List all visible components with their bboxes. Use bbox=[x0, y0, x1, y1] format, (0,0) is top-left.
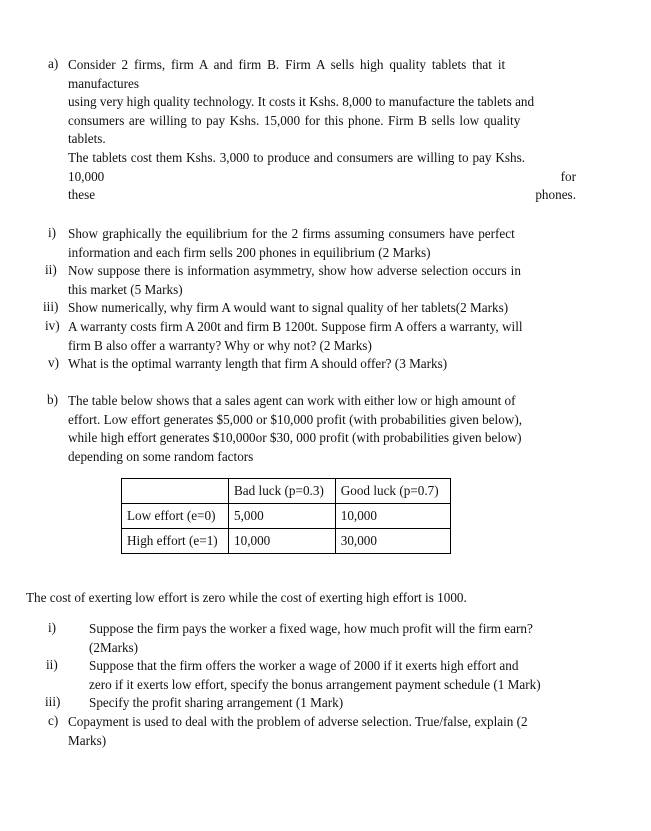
part-b-label: b) bbox=[47, 392, 58, 407]
table-cell: Low effort (e=0) bbox=[122, 504, 229, 529]
part-a-label: a) bbox=[48, 56, 59, 71]
part-a-text bbox=[68, 56, 576, 205]
table-cell: 10,000 bbox=[335, 504, 450, 529]
text-line: these phones. bbox=[68, 187, 576, 203]
table-cell: 10,000 bbox=[229, 529, 336, 554]
table-header-cell: Good luck (p=0.7) bbox=[335, 479, 450, 504]
question-label: iii) bbox=[45, 694, 61, 709]
table-cell: 5,000 bbox=[229, 504, 336, 529]
question-label: iv) bbox=[45, 318, 60, 333]
question-label: ii) bbox=[45, 262, 57, 277]
question-label: ii) bbox=[46, 657, 58, 672]
text-line: The tablets cost them Kshs. 3,000 to produce and consumers are willing to pay Kshs. bbox=[68, 149, 526, 165]
part-c-label: c) bbox=[48, 713, 59, 728]
table-header-row bbox=[122, 479, 451, 504]
table-header-cell: Bad luck (p=0.3) bbox=[229, 479, 336, 504]
question-label: v) bbox=[48, 355, 59, 370]
question-label: iii) bbox=[43, 299, 59, 314]
question-text: Specify the profit sharing arrangement (1 Mark) bbox=[89, 695, 344, 710]
text-line: Consider 2 firms, firm A and firm B. Firm A sells high quality tablets that it bbox=[68, 57, 506, 72]
table-row bbox=[122, 529, 451, 554]
table-cell: 30,000 bbox=[335, 529, 450, 554]
question-text: What is the optimal warranty length that firm A should offer? (3 Marks) bbox=[68, 356, 448, 371]
question-text: Suppose that the firm offers the worker a wage of 2000 if it exerts high effort and zero if it exerts low effort, specify the bonus arrangement payment schedule (1 Mark) bbox=[89, 658, 541, 692]
part-b-text: The table below shows that a sales agent can work with either low or high amount of effort. Low effort generates $5,000 or $10,000 profit (with probabilities given below), while high effort generates $10,000or $30, 000 profit (with probabilities given below) depending on some random factors bbox=[68, 393, 523, 464]
table-cell: High effort (e=1) bbox=[122, 529, 229, 554]
part-c-text: Copayment is used to deal with the problem of adverse selection. True/false, explain (2 Marks) bbox=[68, 714, 528, 748]
text-line: tablets. bbox=[68, 131, 106, 147]
question-label: i) bbox=[48, 620, 57, 635]
payoff-table bbox=[121, 478, 451, 554]
question-text: Show numerically, why firm A would want to signal quality of her tablets(2 Marks) bbox=[68, 300, 509, 315]
text-line: manufactures bbox=[68, 75, 140, 91]
text-line: using very high quality technology. It costs it Kshs. 8,000 to manufacture the tablets and bbox=[68, 94, 535, 110]
text-line: consumers are willing to pay Kshs. 15,000 for this phone. Firm B sells low quality bbox=[68, 112, 521, 128]
question-text: A warranty costs firm A 200t and firm B 1200t. Suppose firm A offers a warranty, will firm B also offer a warranty? Why or why not? (2 Marks) bbox=[68, 319, 523, 353]
question-text: Show graphically the equilibrium for the 2 firms assuming consumers have perfect information and each firm sells 200 phones in equilibrium (2 Marks) bbox=[68, 226, 515, 260]
table-header-cell bbox=[122, 479, 229, 504]
question-text: Suppose the firm pays the worker a fixed wage, how much profit will the firm earn? (2Marks) bbox=[89, 621, 533, 655]
table-row bbox=[122, 504, 451, 529]
text-line: 10,000 for bbox=[68, 168, 576, 184]
question-label: i) bbox=[48, 225, 57, 240]
question-text: Now suppose there is information asymmetry, show how adverse selection occurs in this market (5 Marks) bbox=[68, 263, 521, 297]
cost-note: The cost of exerting low effort is zero while the cost of exerting high effort is 1000. bbox=[26, 590, 467, 605]
